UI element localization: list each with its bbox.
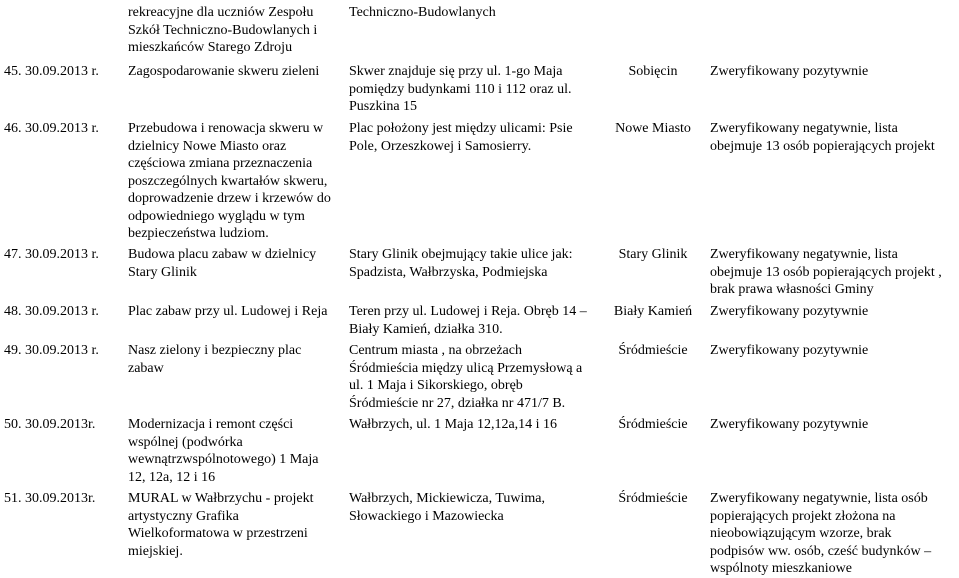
row-0-location: Techniczno-Budowlanych [349,5,496,20]
row-48-district: Biały Kamień [613,304,693,319]
row-50-description: Modernizacja i remont części wspólnej (podwórka wewnątrzwspólnotowego) 1 Maja 12, 12a, 12 i 16 [128,417,319,485]
row-48-status: Zweryfikowany pozytywnie [710,304,869,319]
row-46-location: Plac położony jest między ulicami: Psie Pole, Orzeszkowej i Samosierry. [349,121,573,154]
row-49-district: Śródmieście [618,343,688,358]
row-49-status: Zweryfikowany pozytywnie [710,343,869,358]
row-51-district: Śródmieście [618,491,688,506]
row-49-location: Centrum miasta , na obrzeżach Śródmieścia między ulicą Przemysłową a ul. 1 Maja i Sikorskiego, obręb Śródmieście nr 27, działka nr 471/7 B. [349,343,583,411]
row-49-number-date: 49. 30.09.2013 r. [4,343,99,358]
row-50-location: Wałbrzych, ul. 1 Maja 12,12a,14 i 16 [349,417,558,432]
row-47-description: Budowa placu zabaw w dzielnicy Stary Glinik [128,247,317,280]
row-45-number-date: 45. 30.09.2013 r. [4,64,99,79]
row-51-status: Zweryfikowany negatywnie, lista osób popierających projekt złożona na nieobowiązującym wzorze, brak podpisów ww. osób, cześć budynków – wspólnoty mieszkaniowe [710,491,932,576]
row-50-district: Śródmieście [618,417,688,432]
row-50-status: Zweryfikowany pozytywnie [710,417,869,432]
row-51-location: Wałbrzych, Mickiewicza, Tuwima, Słowackiego i Mazowiecka [349,491,545,524]
row-47-district: Stary Glinik [618,247,688,262]
row-48-number-date: 48. 30.09.2013 r. [4,304,99,319]
row-46-district: Nowe Miasto [615,121,691,136]
row-45-location: Skwer znajduje się przy ul. 1-go Maja pomiędzy budynkami 110 i 112 oraz ul. Puszkina 15 [349,64,572,114]
row-49-description: Nasz zielony i bezpieczny plac zabaw [128,343,302,376]
row-47-status: Zweryfikowany negatywnie, lista obejmuje 13 osób popierających projekt , brak prawa własności Gminy [710,247,942,297]
row-48-location: Teren przy ul. Ludowej i Reja. Obręb 14 – Biały Kamień, działka 310. [349,304,587,337]
row-46-status: Zweryfikowany negatywnie, lista obejmuje 13 osób popierających projekt [710,121,935,154]
row-47-location: Stary Glinik obejmujący takie ulice jak: Spadzista, Wałbrzyska, Podmiejska [349,247,573,280]
row-50-number-date: 50. 30.09.2013r. [4,417,96,432]
row-48-description: Plac zabaw przy ul. Ludowej i Reja [128,304,328,319]
row-51-description: MURAL w Wałbrzychu - projekt artystyczny Grafika Wielkoformatowa w przestrzeni miejskiej. [128,491,314,559]
row-45-status: Zweryfikowany pozytywnie [710,64,869,79]
row-47-number-date: 47. 30.09.2013 r. [4,247,99,262]
row-0-description: rekreacyjne dla uczniów Zespołu Szkół Techniczno-Budowlanych i mieszkańców Starego Zdroju [128,5,318,55]
row-46-number-date: 46. 30.09.2013 r. [4,121,99,136]
row-46-description: Przebudowa i renowacja skweru w dzielnicy Nowe Miasto oraz częściowa zmiana przeznaczenia poszczególnych kwartałów skweru, doprowadzenie drzew i krzewów do odpowiedniego wyglądu w tym bezpieczeństwa ludziom. [128,121,331,241]
row-45-district: Sobięcin [628,64,678,79]
row-45-description: Zagospodarowanie skweru zieleni [128,64,320,79]
row-51-number-date: 51. 30.09.2013r. [4,491,96,506]
